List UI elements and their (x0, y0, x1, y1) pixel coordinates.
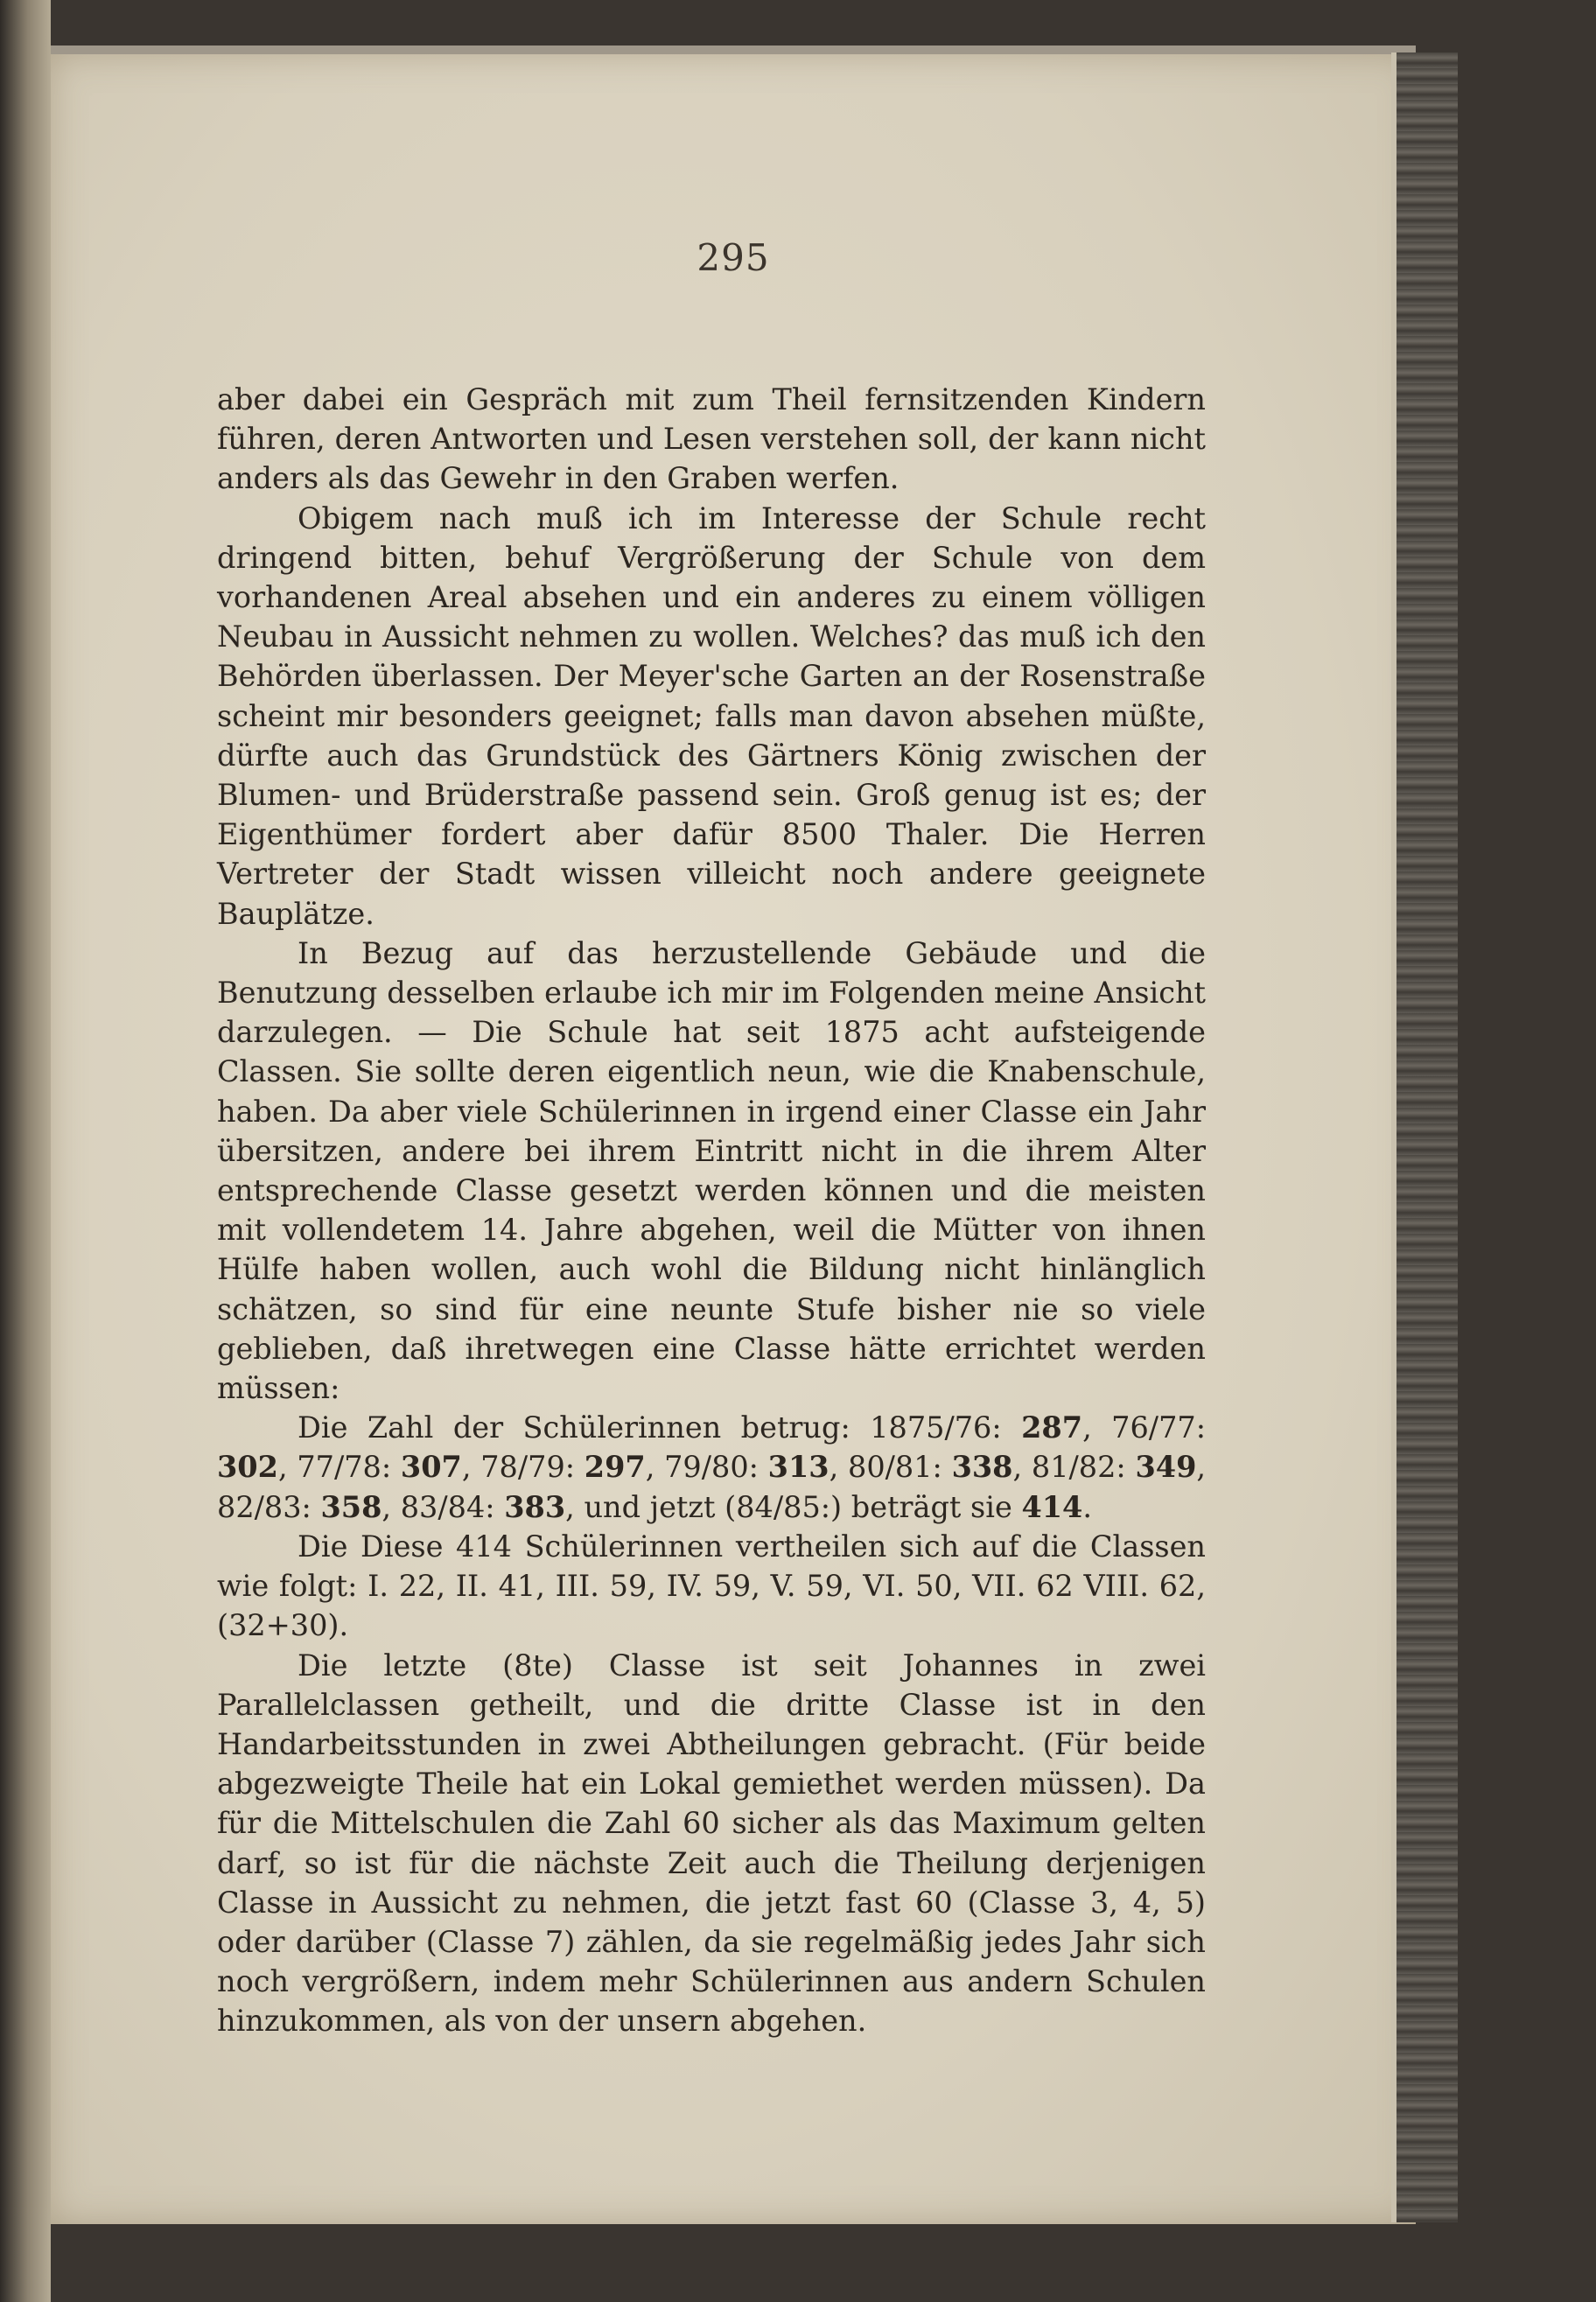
book-spine (1391, 52, 1458, 2222)
stats-current-count: 414 (1021, 1489, 1083, 1524)
paragraph-1: aber dabei ein Gespräch mit zum Theil fernsitzenden Kindern führen, deren Antworten und Lesen verstehen soll, der kann nicht anders als das Gewehr in den Graben werfen. (217, 382, 1206, 496)
stats-entry: 80/81: 338, (848, 1450, 1023, 1485)
paragraph-3: In Bezug auf das herzustellende Gebäude und die Benutzung desselben erlaube ich mir im Folgenden meine Ansicht darzulegen. — Die Schule hat seit 1875 acht aufsteigende Classen. Sie sollte deren eigentlich neun, wie die Knabenschule, haben. Da aber viele Schülerinnen in irgend einer Classe ein Jahr übersitzen, andere bei ihrem Eintritt nicht in die ihrem Alter entsprechende Classe gesetzt werden können und die meisten mit vollendetem 14. Jahre abgehen, weil die Mütter von ihnen Hülfe haben wollen, auch wohl die Bildung nicht hinlänglich schätzen, so sind für eine neunte Stufe bisher nie so viele geblieben, daß ihretwegen eine Classe hätte errichtet werden müssen: (217, 935, 1206, 1406)
stats-entry: 77/78: 307, (297, 1450, 472, 1485)
stats-entry: 81/82: 349, (1031, 1450, 1207, 1485)
book-page (51, 54, 1416, 2224)
stats-entry: 1875/76: 287, (870, 1410, 1092, 1445)
stats-entry: 83/84: 383, (400, 1489, 575, 1524)
stats-entry: 79/80: 313, (664, 1450, 839, 1485)
stats-current-prefix: und jetzt (84/85:) beträgt sie (584, 1489, 1012, 1524)
enrollment-statistics: Die Zahl der Schülerinnen betrug: 1875/76: 287, 76/77: 302, 77/78: 307, 78/79: 297, 79/80: 313, 80/81: 338, 81/82: 349, 82/83: 358, 83/84: 383, und jetzt (84/85:) beträgt sie 414. (217, 1410, 1207, 1524)
stats-entry: 78/79: 297, (480, 1450, 655, 1485)
paragraph-5: Die letzte (8te) Classe ist seit Johannes in zwei Parallelclassen getheilt, und die dritte Classe ist in den Handarbeitsstunden in zwei Abtheilungen gebracht. (Für beide abgezweigte Theile hat ein Lokal gemiethet werden müssen). Da für die Mittelschulen die Zahl 60 sicher als das Maximum gelten darf, so ist für die nächste Zeit auch die Theilung derjenigen Classe in Aussicht zu nehmen, die jetzt fast 60 (Classe 3, 4, 5) oder darüber (Classe 7) zählen, da sie regelmäßig jedes Jahr sich noch vergrößern, indem mehr Schülerinnen aus andern Schulen hinzukommen, als von der unsern abgehen. (217, 1648, 1206, 2039)
stats-intro: Die Zahl der Schülerinnen betrug: (298, 1410, 850, 1445)
stats-entry: 82/83: 358, (217, 1489, 392, 1524)
paragraph-4: Die Diese 414 Schülerinnen vertheilen sich auf die Classen wie folgt: I. 22, II. 41, III. 59, IV. 59, V. 59, VI. 50, VII. 62 VIII. 62, (32+30). (217, 1529, 1206, 1643)
stats-entry: 76/77: 302, (217, 1410, 1206, 1485)
body-text (217, 380, 1206, 2041)
page-number: 295 (696, 236, 770, 279)
paragraph-2: Obigem nach muß ich im Interesse der Schule recht dringend bitten, behuf Vergrößerung der Schule von dem vorhandenen Areal absehen und ein anderes zu einem völligen Neubau in Aussicht nehmen zu wollen. Welches? das muß ich den Behörden überlassen. Der Meyer'sche Garten an der Rosenstraße scheint mir besonders geeignet; falls man davon absehen müßte, dürfte auch das Grundstück des Gärtners König zwischen der Blumen- und Brüderstraße passend sein. Groß genug ist es; der Eigenthümer fordert aber dafür 8500 Thaler. Die Herren Vertreter der Stadt wissen villeicht noch andere geeignete Bauplätze. (217, 500, 1206, 931)
book-left-edge (0, 0, 51, 2302)
